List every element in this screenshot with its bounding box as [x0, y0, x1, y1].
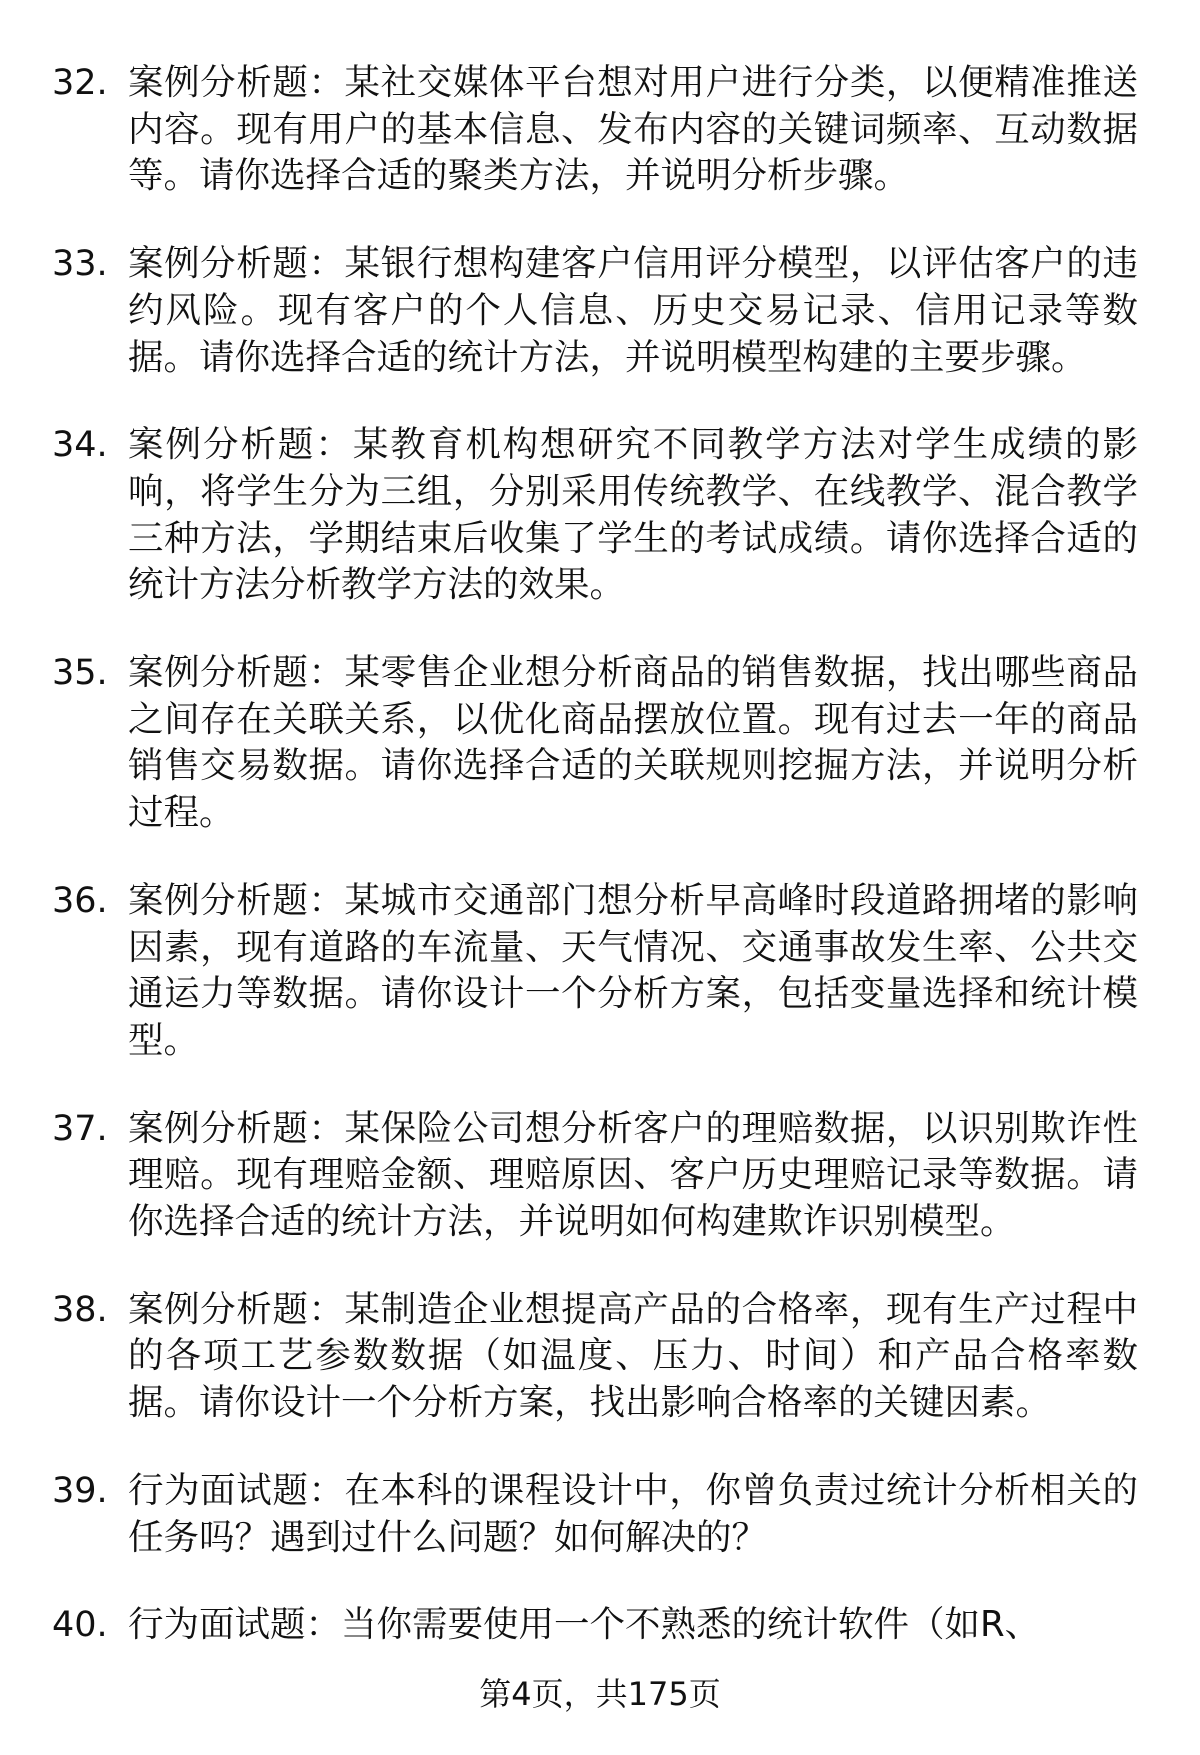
- question-text: 案例分析题：某制造企业想提高产品的合格率，现有生产过程中的各项工艺参数数据（如温度、压力、时间）和产品合格率数据。请你设计一个分析方案，找出影响合格率的关键因素。: [128, 1288, 1138, 1424]
- question-item: [0, 650, 1200, 837]
- question-text: 案例分析题：某零售企业想分析商品的销售数据，找出哪些商品之间存在关联关系，以优化商品摆放位置。现有过去一年的商品销售交易数据。请你选择合适的关联规则挖掘方法，并说明分析过程。: [128, 652, 1138, 834]
- question-item: [0, 422, 1200, 609]
- question-text: 案例分析题：某银行想构建客户信用评分模型，以评估客户的违约风险。现有客户的个人信息、历史交易记录、信用记录等数据。请你选择合适的统计方法，并说明模型构建的主要步骤。: [128, 243, 1138, 378]
- question-number: 33.: [52, 244, 108, 285]
- question-number: 34.: [52, 425, 108, 466]
- question-number: 38.: [52, 1289, 108, 1330]
- page-number: 第4页，共175页: [479, 1675, 721, 1713]
- question-item: [0, 1106, 1200, 1246]
- question-number: 40.: [52, 1605, 108, 1646]
- question-number: 37.: [52, 1108, 108, 1149]
- question-item: [0, 878, 1200, 1065]
- question-number: 39.: [52, 1470, 108, 1511]
- question-text: 案例分析题：某保险公司想分析客户的理赔数据，以识别欺诈性理赔。现有理赔金额、理赔原因、客户历史理赔记录等数据。请你选择合适的统计方法，并说明如何构建欺诈识别模型。: [128, 1107, 1138, 1243]
- question-text: 案例分析题：某社交媒体平台想对用户进行分类，以便精准推送内容。现有用户的基本信息、发布内容的关键词频率、互动数据等。请你选择合适的聚类方法，并说明分析步骤。: [128, 62, 1138, 197]
- question-item: [0, 60, 1200, 200]
- question-list: [0, 60, 1200, 1690]
- question-item: [0, 241, 1200, 381]
- question-number: 35.: [52, 653, 108, 694]
- question-text: 案例分析题：某教育机构想研究不同教学方法对学生成绩的影响，将学生分为三组，分别采用传统教学、在线教学、混合教学三种方法，学期结束后收集了学生的考试成绩。请你选择合适的统计方法分析教学方法的效果。: [128, 424, 1138, 606]
- question-text: 行为面试题：当你需要使用一个不熟悉的统计软件（如R、: [128, 1604, 1041, 1646]
- question-text: 案例分析题：某城市交通部门想分析早高峰时段道路拥堵的影响因素，现有道路的车流量、天气情况、交通事故发生率、公共交通运力等数据。请你设计一个分析方案，包括变量选择和统计模型。: [128, 879, 1138, 1061]
- question-item: [0, 1602, 1200, 1649]
- question-number: 36.: [52, 880, 108, 921]
- question-item: [0, 1287, 1200, 1427]
- question-item: [0, 1468, 1200, 1561]
- question-text: 行为面试题：在本科的课程设计中，你曾负责过统计分析相关的任务吗？遇到过什么问题？如何解决的？: [128, 1469, 1138, 1558]
- question-number: 32.: [52, 63, 108, 103]
